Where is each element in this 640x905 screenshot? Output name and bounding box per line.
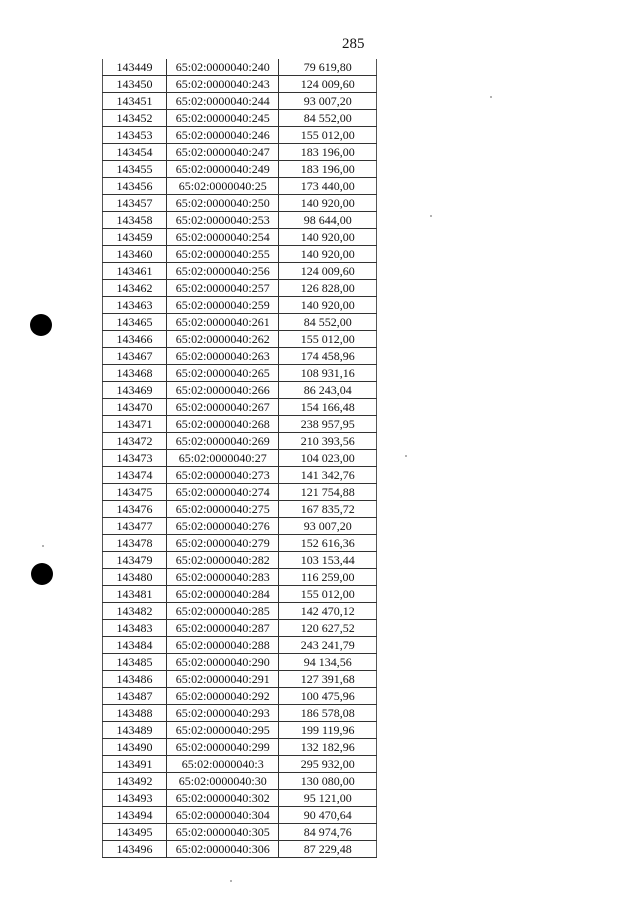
table-row <box>103 314 377 331</box>
cadastral-number-cell: 65:02:0000040:265 <box>167 365 279 382</box>
cadastral-number-cell: 65:02:0000040:257 <box>167 280 279 297</box>
table-row <box>103 59 377 76</box>
row-number-cell: 143471 <box>103 416 167 433</box>
row-number-cell: 143480 <box>103 569 167 586</box>
table-row <box>103 331 377 348</box>
table-row <box>103 620 377 637</box>
cadastral-number-cell: 65:02:0000040:253 <box>167 212 279 229</box>
table-row <box>103 110 377 127</box>
row-number-cell: 143485 <box>103 654 167 671</box>
table-row <box>103 450 377 467</box>
cadastral-number-cell: 65:02:0000040:244 <box>167 93 279 110</box>
cadastral-number-cell: 65:02:0000040:259 <box>167 297 279 314</box>
cadastral-number-cell: 65:02:0000040:3 <box>167 756 279 773</box>
table-row <box>103 76 377 93</box>
table-row <box>103 756 377 773</box>
punch-hole <box>31 563 53 585</box>
cadastral-number-cell: 65:02:0000040:279 <box>167 535 279 552</box>
table-row <box>103 416 377 433</box>
table-row <box>103 569 377 586</box>
value-cell: 154 166,48 <box>279 399 377 416</box>
cadastral-number-cell: 65:02:0000040:299 <box>167 739 279 756</box>
table-row <box>103 484 377 501</box>
cadastral-number-cell: 65:02:0000040:27 <box>167 450 279 467</box>
value-cell: 142 470,12 <box>279 603 377 620</box>
value-cell: 90 470,64 <box>279 807 377 824</box>
row-number-cell: 143476 <box>103 501 167 518</box>
table-row <box>103 246 377 263</box>
row-number-cell: 143459 <box>103 229 167 246</box>
scan-speck <box>42 545 44 547</box>
value-cell: 86 243,04 <box>279 382 377 399</box>
cadastral-number-cell: 65:02:0000040:305 <box>167 824 279 841</box>
value-cell: 295 932,00 <box>279 756 377 773</box>
punch-hole <box>30 314 52 336</box>
value-cell: 84 552,00 <box>279 314 377 331</box>
row-number-cell: 143457 <box>103 195 167 212</box>
value-cell: 93 007,20 <box>279 518 377 535</box>
cadastral-number-cell: 65:02:0000040:30 <box>167 773 279 790</box>
value-cell: 130 080,00 <box>279 773 377 790</box>
table-row <box>103 467 377 484</box>
row-number-cell: 143460 <box>103 246 167 263</box>
cadastral-number-cell: 65:02:0000040:304 <box>167 807 279 824</box>
cadastral-number-cell: 65:02:0000040:240 <box>167 59 279 76</box>
row-number-cell: 143477 <box>103 518 167 535</box>
value-cell: 104 023,00 <box>279 450 377 467</box>
value-cell: 199 119,96 <box>279 722 377 739</box>
cadastral-number-cell: 65:02:0000040:306 <box>167 841 279 858</box>
row-number-cell: 143475 <box>103 484 167 501</box>
row-number-cell: 143489 <box>103 722 167 739</box>
scan-speck <box>405 455 407 457</box>
row-number-cell: 143451 <box>103 93 167 110</box>
row-number-cell: 143490 <box>103 739 167 756</box>
table-row <box>103 127 377 144</box>
cadastral-number-cell: 65:02:0000040:302 <box>167 790 279 807</box>
cadastral-number-cell: 65:02:0000040:282 <box>167 552 279 569</box>
table-row <box>103 535 377 552</box>
row-number-cell: 143478 <box>103 535 167 552</box>
row-number-cell: 143463 <box>103 297 167 314</box>
table-row <box>103 586 377 603</box>
table-row <box>103 501 377 518</box>
value-cell: 94 134,56 <box>279 654 377 671</box>
cadastral-number-cell: 65:02:0000040:263 <box>167 348 279 365</box>
cadastral-number-cell: 65:02:0000040:256 <box>167 263 279 280</box>
table-row <box>103 552 377 569</box>
row-number-cell: 143491 <box>103 756 167 773</box>
value-cell: 108 931,16 <box>279 365 377 382</box>
cadastral-number-cell: 65:02:0000040:284 <box>167 586 279 603</box>
cadastral-number-cell: 65:02:0000040:266 <box>167 382 279 399</box>
row-number-cell: 143481 <box>103 586 167 603</box>
value-cell: 183 196,00 <box>279 161 377 178</box>
table-row <box>103 841 377 858</box>
cadastral-number-cell: 65:02:0000040:288 <box>167 637 279 654</box>
value-cell: 173 440,00 <box>279 178 377 195</box>
cadastral-number-cell: 65:02:0000040:247 <box>167 144 279 161</box>
value-cell: 84 552,00 <box>279 110 377 127</box>
table-row <box>103 637 377 654</box>
table-row <box>103 280 377 297</box>
row-number-cell: 143473 <box>103 450 167 467</box>
value-cell: 124 009,60 <box>279 263 377 280</box>
cadastral-number-cell: 65:02:0000040:274 <box>167 484 279 501</box>
cadastral-number-cell: 65:02:0000040:290 <box>167 654 279 671</box>
table-row <box>103 433 377 450</box>
value-cell: 140 920,00 <box>279 297 377 314</box>
row-number-cell: 143470 <box>103 399 167 416</box>
cadastral-number-cell: 65:02:0000040:249 <box>167 161 279 178</box>
row-number-cell: 143482 <box>103 603 167 620</box>
row-number-cell: 143465 <box>103 314 167 331</box>
row-number-cell: 143474 <box>103 467 167 484</box>
table-row <box>103 739 377 756</box>
value-cell: 140 920,00 <box>279 195 377 212</box>
value-cell: 93 007,20 <box>279 93 377 110</box>
cadastral-number-cell: 65:02:0000040:283 <box>167 569 279 586</box>
row-number-cell: 143461 <box>103 263 167 280</box>
table-row <box>103 297 377 314</box>
value-cell: 116 259,00 <box>279 569 377 586</box>
cadastral-number-cell: 65:02:0000040:246 <box>167 127 279 144</box>
row-number-cell: 143494 <box>103 807 167 824</box>
data-table <box>102 59 377 858</box>
scan-speck <box>430 215 432 217</box>
value-cell: 141 342,76 <box>279 467 377 484</box>
table-row <box>103 722 377 739</box>
cadastral-number-cell: 65:02:0000040:285 <box>167 603 279 620</box>
value-cell: 183 196,00 <box>279 144 377 161</box>
row-number-cell: 143466 <box>103 331 167 348</box>
cadastral-number-cell: 65:02:0000040:291 <box>167 671 279 688</box>
row-number-cell: 143483 <box>103 620 167 637</box>
table-row <box>103 161 377 178</box>
table-row <box>103 348 377 365</box>
value-cell: 121 754,88 <box>279 484 377 501</box>
value-cell: 167 835,72 <box>279 501 377 518</box>
table-row <box>103 382 377 399</box>
table-body <box>103 59 377 858</box>
value-cell: 95 121,00 <box>279 790 377 807</box>
cadastral-number-cell: 65:02:0000040:292 <box>167 688 279 705</box>
row-number-cell: 143493 <box>103 790 167 807</box>
cadastral-number-cell: 65:02:0000040:273 <box>167 467 279 484</box>
value-cell: 155 012,00 <box>279 331 377 348</box>
cadastral-number-cell: 65:02:0000040:269 <box>167 433 279 450</box>
row-number-cell: 143462 <box>103 280 167 297</box>
value-cell: 210 393,56 <box>279 433 377 450</box>
row-number-cell: 143453 <box>103 127 167 144</box>
table-row <box>103 824 377 841</box>
table-row <box>103 773 377 790</box>
value-cell: 84 974,76 <box>279 824 377 841</box>
cadastral-number-cell: 65:02:0000040:268 <box>167 416 279 433</box>
value-cell: 238 957,95 <box>279 416 377 433</box>
value-cell: 152 616,36 <box>279 535 377 552</box>
cadastral-number-cell: 65:02:0000040:250 <box>167 195 279 212</box>
table-row <box>103 195 377 212</box>
row-number-cell: 143452 <box>103 110 167 127</box>
cadastral-number-cell: 65:02:0000040:262 <box>167 331 279 348</box>
table-row <box>103 229 377 246</box>
value-cell: 127 391,68 <box>279 671 377 688</box>
value-cell: 132 182,96 <box>279 739 377 756</box>
table-row <box>103 178 377 195</box>
table-row <box>103 399 377 416</box>
table-row <box>103 144 377 161</box>
cadastral-number-cell: 65:02:0000040:255 <box>167 246 279 263</box>
value-cell: 87 229,48 <box>279 841 377 858</box>
cadastral-number-cell: 65:02:0000040:276 <box>167 518 279 535</box>
cadastral-number-cell: 65:02:0000040:287 <box>167 620 279 637</box>
scan-speck <box>230 880 232 882</box>
value-cell: 79 619,80 <box>279 59 377 76</box>
value-cell: 243 241,79 <box>279 637 377 654</box>
row-number-cell: 143454 <box>103 144 167 161</box>
row-number-cell: 143488 <box>103 705 167 722</box>
table-row <box>103 263 377 280</box>
row-number-cell: 143492 <box>103 773 167 790</box>
value-cell: 155 012,00 <box>279 127 377 144</box>
row-number-cell: 143496 <box>103 841 167 858</box>
cadastral-number-cell: 65:02:0000040:267 <box>167 399 279 416</box>
row-number-cell: 143487 <box>103 688 167 705</box>
cadastral-number-cell: 65:02:0000040:254 <box>167 229 279 246</box>
value-cell: 186 578,08 <box>279 705 377 722</box>
cadastral-number-cell: 65:02:0000040:295 <box>167 722 279 739</box>
row-number-cell: 143458 <box>103 212 167 229</box>
row-number-cell: 143472 <box>103 433 167 450</box>
cadastral-number-cell: 65:02:0000040:275 <box>167 501 279 518</box>
row-number-cell: 143484 <box>103 637 167 654</box>
cadastral-number-cell: 65:02:0000040:261 <box>167 314 279 331</box>
cadastral-number-cell: 65:02:0000040:245 <box>167 110 279 127</box>
scan-speck <box>490 96 492 98</box>
table-row <box>103 212 377 229</box>
cadastral-number-cell: 65:02:0000040:25 <box>167 178 279 195</box>
row-number-cell: 143450 <box>103 76 167 93</box>
row-number-cell: 143468 <box>103 365 167 382</box>
row-number-cell: 143449 <box>103 59 167 76</box>
value-cell: 140 920,00 <box>279 246 377 263</box>
value-cell: 103 153,44 <box>279 552 377 569</box>
table-row <box>103 603 377 620</box>
table-row <box>103 93 377 110</box>
table-row <box>103 807 377 824</box>
row-number-cell: 143455 <box>103 161 167 178</box>
value-cell: 120 627,52 <box>279 620 377 637</box>
row-number-cell: 143456 <box>103 178 167 195</box>
value-cell: 174 458,96 <box>279 348 377 365</box>
table-row <box>103 688 377 705</box>
table-row <box>103 790 377 807</box>
row-number-cell: 143486 <box>103 671 167 688</box>
value-cell: 140 920,00 <box>279 229 377 246</box>
table-row <box>103 365 377 382</box>
table-row <box>103 654 377 671</box>
value-cell: 124 009,60 <box>279 76 377 93</box>
table-row <box>103 671 377 688</box>
cadastral-number-cell: 65:02:0000040:293 <box>167 705 279 722</box>
table-row <box>103 518 377 535</box>
value-cell: 98 644,00 <box>279 212 377 229</box>
value-cell: 100 475,96 <box>279 688 377 705</box>
page-number: 285 <box>342 36 365 52</box>
value-cell: 155 012,00 <box>279 586 377 603</box>
row-number-cell: 143495 <box>103 824 167 841</box>
row-number-cell: 143467 <box>103 348 167 365</box>
cadastral-number-cell: 65:02:0000040:243 <box>167 76 279 93</box>
table-row <box>103 705 377 722</box>
row-number-cell: 143479 <box>103 552 167 569</box>
value-cell: 126 828,00 <box>279 280 377 297</box>
row-number-cell: 143469 <box>103 382 167 399</box>
